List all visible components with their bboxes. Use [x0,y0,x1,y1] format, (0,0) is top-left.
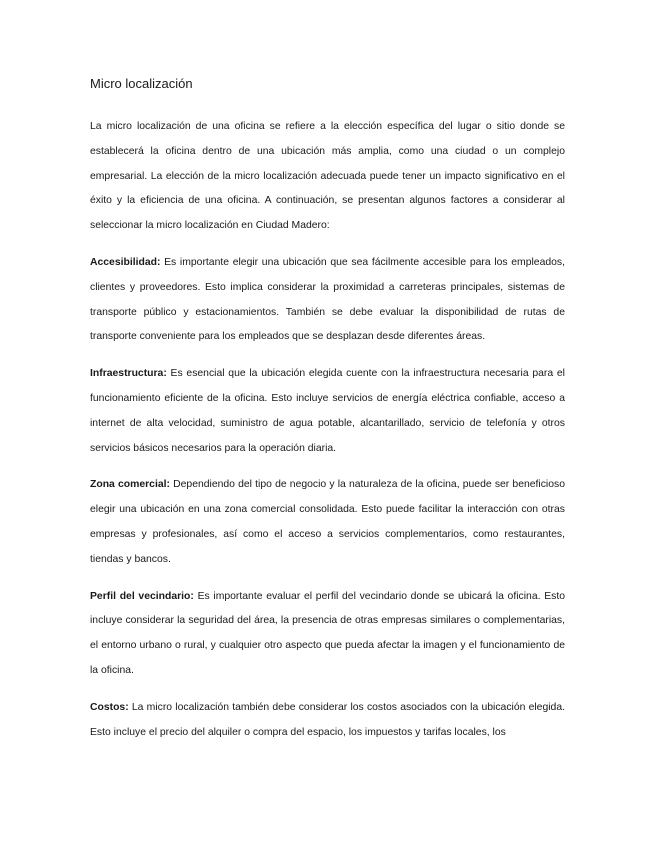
factor-paragraph-perfil-vecindario [90,585,565,684]
intro-paragraph: La micro localización de una oficina se refiere a la elección específica del lugar o sitio donde se establecerá la oficina dentro de una ubicación más amplia, como una ciudad o un complejo empresarial. La elección de la micro localización adecuada puede tener un impacto significativo en el éxito y la eficiencia de una oficina. A continuación, se presentan algunos factores a considerar al seleccionar la micro localización en Ciudad Madero: [90,121,565,232]
factor-text: Es importante evaluar el perfil del vecindario donde se ubicará la oficina. Esto incluye considerar la seguridad del área, la presencia de otras empresas similares o complementarias, el entorno urbano o rural, y cualquier otro aspecto que pueda afectar la imagen y el funcionamiento de la oficina. [90,590,565,676]
factor-text: Dependiendo del tipo de negocio y la naturaleza de la oficina, puede ser beneficioso elegir una ubicación en una zona comercial consolidada. Esto puede facilitar la interacción con otras empresas y profesionales, así como el acceso a servicios complementarios, como restaurantes, tiendas y bancos. [90,479,565,565]
factor-term: Perfil del vecindario: [90,590,194,602]
factor-text: Es esencial que la ubicación elegida cuente con la infraestructura necesaria para el funcionamiento eficiente de la oficina. Esto incluye servicios de energía eléctrica confiable, acceso a internet de alta velocidad, suministro de agua potable, alcantarillado, servicio de telefonía y otros servicios básicos necesarios para la operación diaria. [90,368,565,454]
factor-term: Zona comercial: [90,479,170,491]
factor-term: Infraestructura: [90,368,167,380]
factor-text: Es importante elegir una ubicación que sea fácilmente accesible para los empleados, clientes y proveedores. Esto implica considerar la proximidad a carreteras principales, sistemas de transporte público y estacionamientos. También se debe evaluar la disponibilidad de rutas de transporte conveniente para los empleados que se desplazan desde diferentes áreas. [90,256,565,343]
factor-term: Accesibilidad: [90,256,161,268]
factor-term: Costos: [90,701,129,713]
factor-text: La micro localización también debe considerar los costos asociados con la ubicación elegida. Esto incluye el precio del alquiler o compra del espacio, los impuestos y tarifas locales, los [90,701,565,738]
factor-paragraph-infraestructura [90,362,565,461]
factor-paragraph-zona-comercial [90,473,565,572]
document-body [90,115,565,757]
factor-paragraph-accesibilidad [90,251,565,350]
factor-paragraph-costos [90,696,565,746]
page-title: Micro localización [90,76,193,91]
